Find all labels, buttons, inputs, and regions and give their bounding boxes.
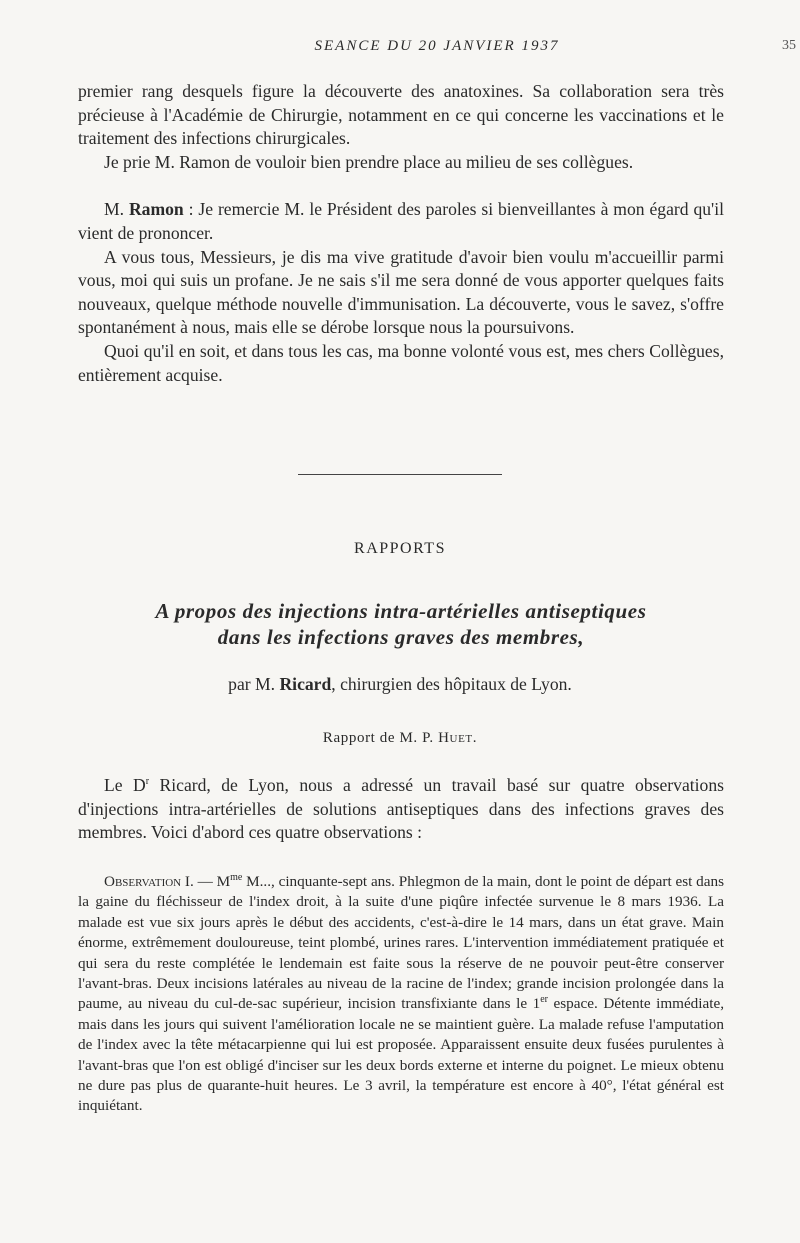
article-title-line-2: dans les infections graves des membres, [217, 625, 585, 649]
observation-paragraph [78, 872, 724, 1117]
patient-sup: me [230, 871, 243, 883]
page-number: 35 [782, 38, 796, 53]
space-sup: er [540, 994, 548, 1006]
rapporteur-line [0, 730, 800, 747]
running-title: SEANCE DU 20 JANVIER 1937 [314, 38, 560, 54]
rapporteur-name: Huet [438, 730, 473, 746]
opening-paragraph-1: premier rang desquels figure la découverte des anatoxines. Sa collaboration sera très précieuse à l'Académie de Chirurgie, notamment en ce qui concerne les vaccinations et le traitement des infections chirurgicales. [78, 81, 724, 149]
speaker-name: Ramon [128, 199, 184, 220]
opening-paragraph-2: Je prie M. Ramon de vouloir bien prendre place au milieu de ses collègues. [104, 151, 634, 172]
observation-block [78, 872, 724, 1117]
rapporteur-prefix: Rapport de M. P. [322, 730, 439, 746]
byline [0, 674, 800, 695]
byline-author: Ricard [279, 674, 332, 694]
rapporteur-suffix: . [472, 730, 478, 746]
ramon-reply-paragraph-2: A vous tous, Messieurs, je dis ma vive gratitude d'avoir bien voulu m'accueillir parmi vous, moi qui suis un profane. Je ne sais s'il me sera donné de vous apporter quelques faits nouveaux, quelque méthode nouvelle d'immunisation. La découverte, vous le savez, s'offre spontanément à nous, mais elle se dérobe lorsque nous la poursuivons. [78, 246, 724, 338]
observation-label: Observation I. [104, 873, 194, 890]
observation-text-a: M..., cinquante-sept ans. Phlegmon de la main, dont le point de départ est dans la gaine du fléchisseur de l'index droit, à la suite d'une piqûre infectée survenue le 8 mars 1936. La malade est vue six jours après le début des accidents, c'est-à-dire le 14 mars, dans un état grave. Main énorme, extrêmement douloureuse, teint plombé, urines rares. L'intervention immédiatement pratiquée et qui sera du reste complétée le lendemain est faite sous la réserve de ne pouvoir peut-être conserver l'avant-bras. Deux incisions latérales au niveau de la racine de l'index; grande incision prolongée dans la paume, au niveau du cul-de-sac supérieur, incision transfixiante dans le 1 [78, 873, 724, 1013]
section-heading: RAPPORTS [354, 540, 446, 557]
running-header [78, 38, 796, 60]
reply-text-1: : Je remercie M. le Président des paroles si bienveillantes à mon égard qu'il vient de prononcer. [78, 199, 724, 243]
speaker-prefix: M. [104, 199, 129, 220]
byline-affiliation: , chirurgien des hôpitaux de Lyon. [331, 674, 572, 694]
article-title [78, 598, 724, 650]
article-title-line-1: A propos des injections intra-artérielles antiseptiques [155, 599, 647, 623]
byline-prefix: par M. [228, 674, 280, 694]
intro-after: Ricard, de Lyon, nous a adressé un travail basé sur quatre observations d'injections intra-artérielles de solutions antiseptiques dans des infections graves des membres. Voici d'abord ces quatre observations : [78, 775, 724, 843]
ramon-reply-paragraph-1 [78, 198, 724, 245]
opening-text [78, 80, 724, 387]
ramon-reply-paragraph-3: Quoi qu'il en soit, et dans tous les cas, ma bonne volonté vous est, mes chers Collègues, entièrement acquise. [78, 340, 724, 385]
intro-paragraph [78, 774, 724, 845]
observation-text-b: espace. Détente immédiate, mais dans les jours qui suivent l'amélioration locale ne se maintient guère. La malade refuse l'amputation de l'index avec la tête métacarpienne qui lui est proposée. Apparaissent ensuite deux fusées purulentes à l'avant-bras que l'on est obligé d'inciser sur les deux bords externe et interne du poignet. Le mieux obtenu ne dure pas plus de quarante-huit heures. Le 3 avril, la température est encore à 40°, l'état général est inquiétant. [78, 995, 724, 1115]
section-divider [298, 474, 502, 475]
intro-sup: r [145, 776, 150, 788]
intro-text [78, 774, 724, 845]
observation-dash: — M [193, 873, 231, 890]
intro-before: Le D [104, 775, 146, 795]
